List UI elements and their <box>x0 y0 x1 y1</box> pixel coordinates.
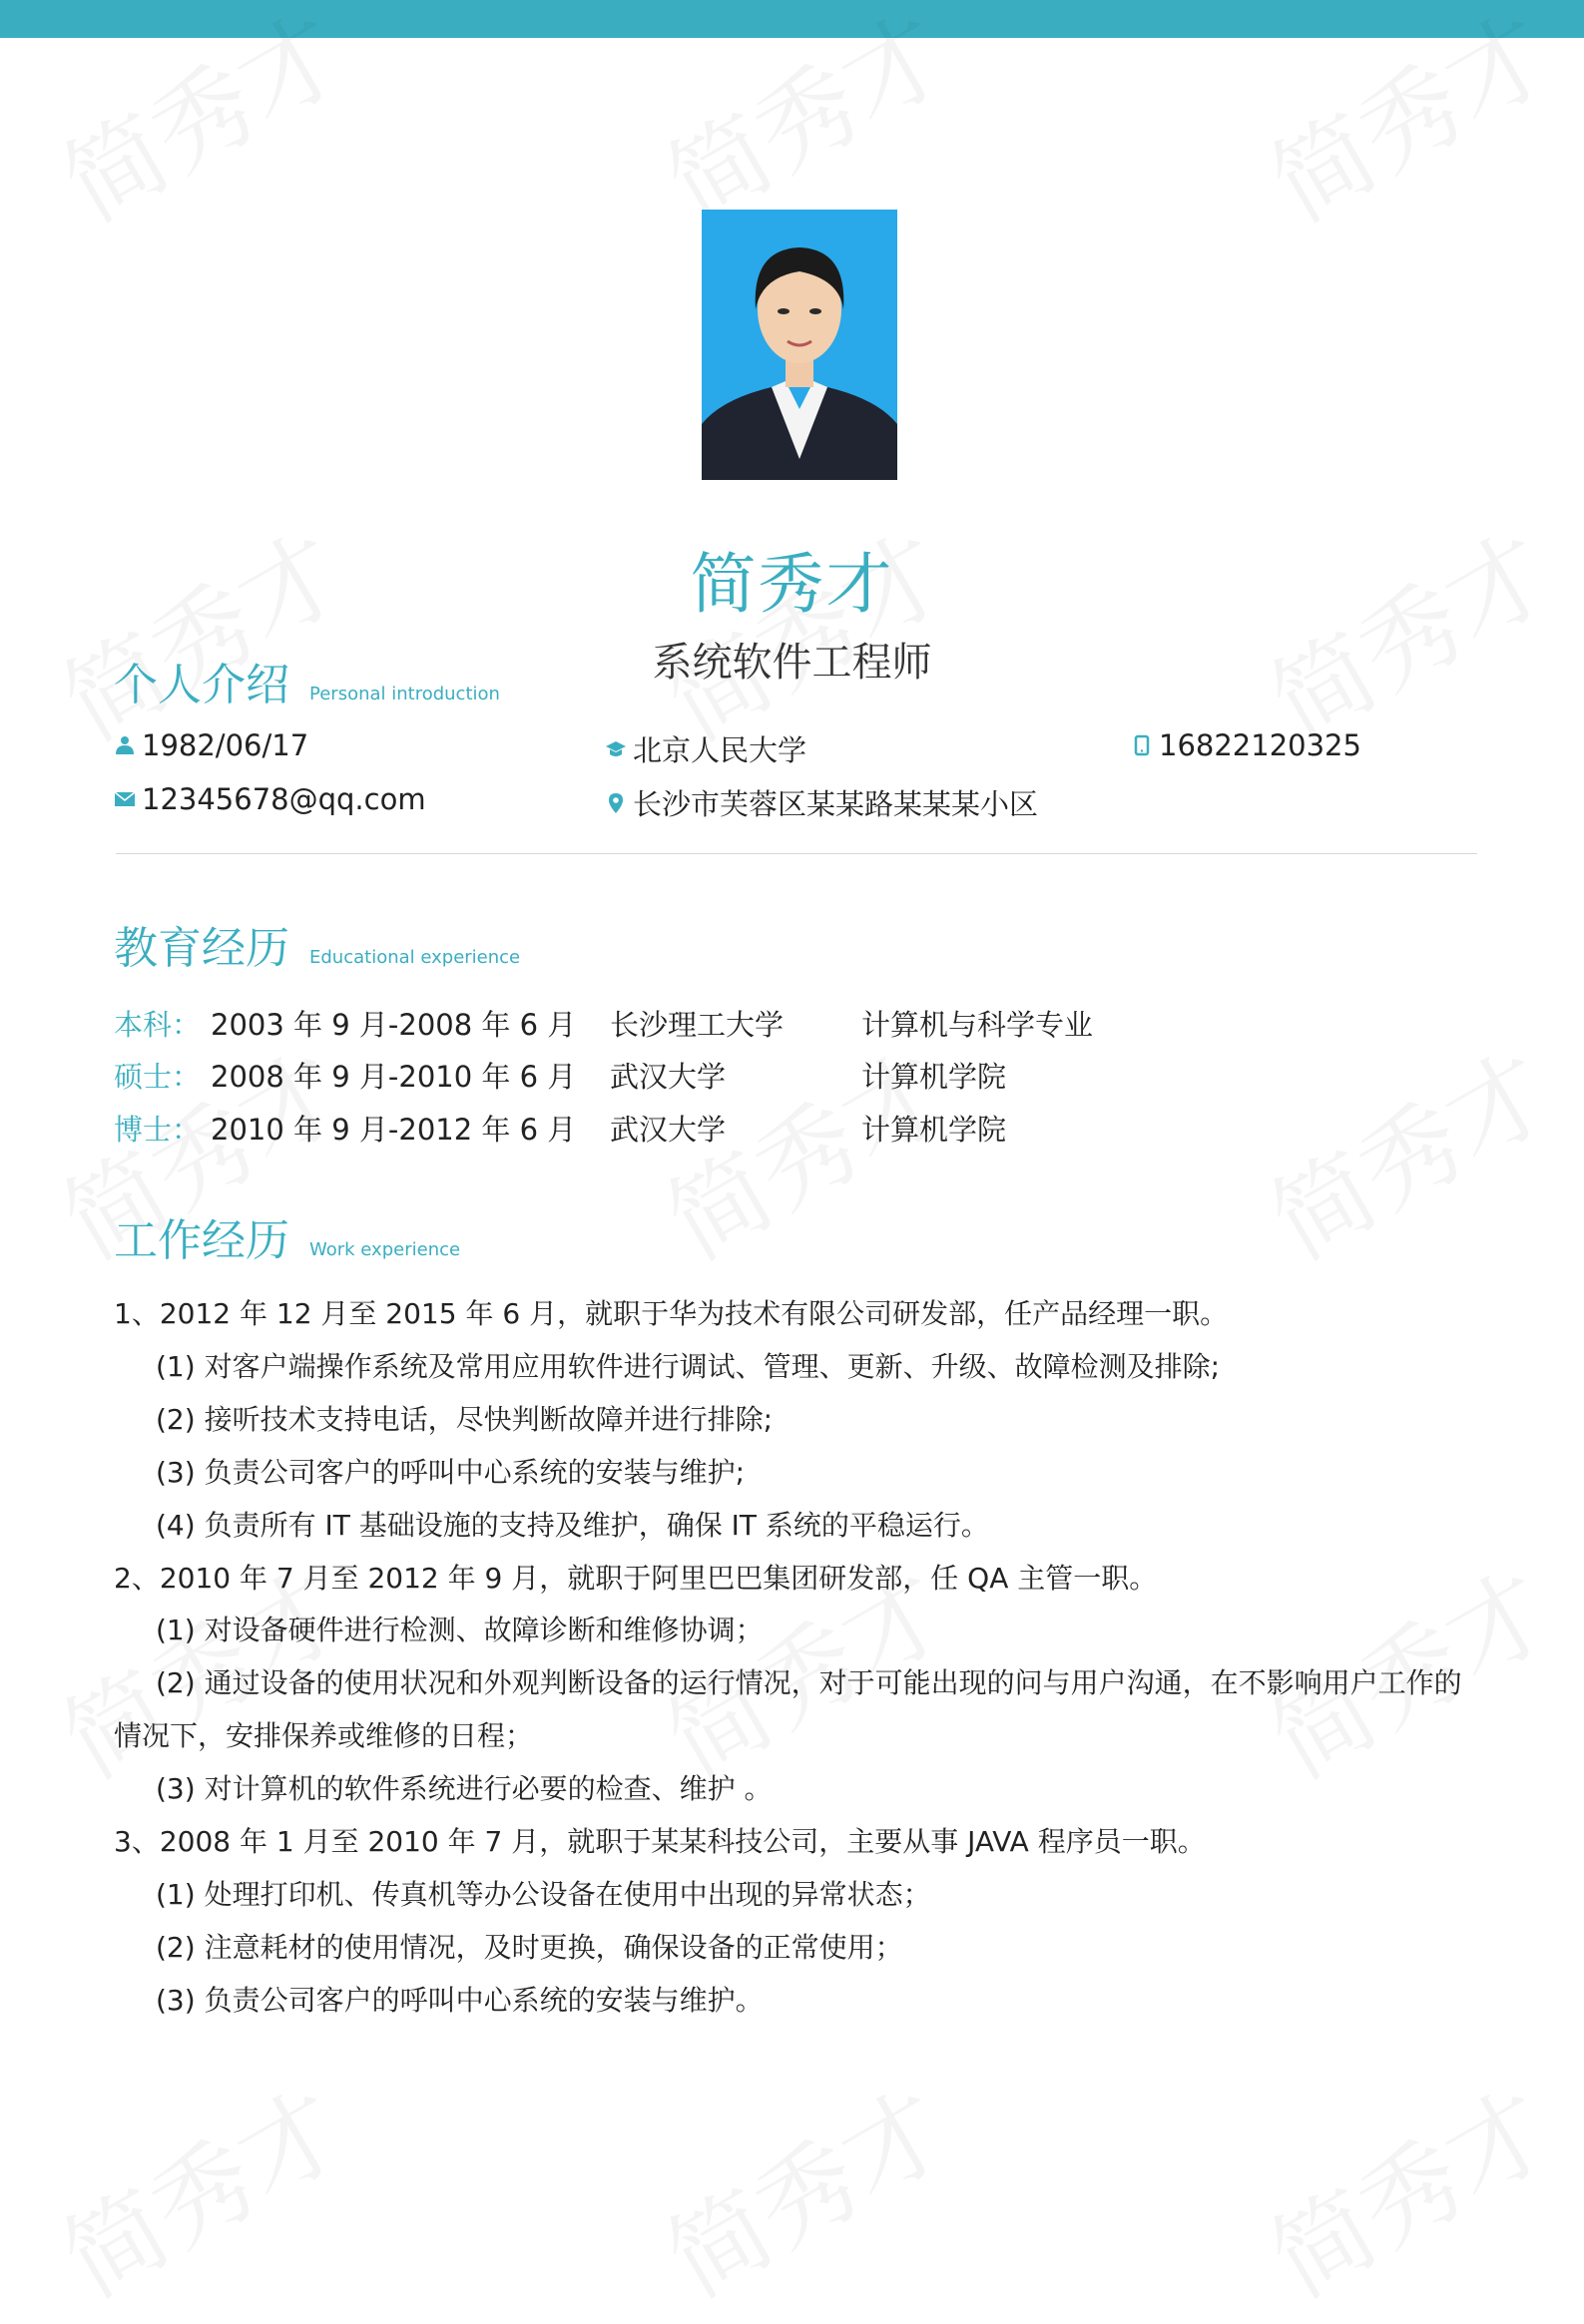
phone-info <box>1131 728 1361 762</box>
envelope-icon <box>114 788 136 810</box>
work-duty-item: (2) 接听技术支持电话，尽快判断故障并进行排除; <box>156 1403 773 1436</box>
section-title-cn: 教育经历 <box>114 923 289 974</box>
watermark <box>638 2051 969 2324</box>
address-info <box>605 782 1038 823</box>
candidate-name: 简秀才 <box>690 546 894 623</box>
school-value: 北京人民大学 <box>633 733 807 767</box>
school-info <box>605 728 806 769</box>
education-period: 2003 年 9 月-2008 年 6 月 <box>211 1008 577 1042</box>
user-icon <box>114 734 136 756</box>
section-title-en: Educational experience <box>309 947 521 968</box>
work-duty-item: (1) 处理打印机、传真机等办公设备在使用中出现的异常状态； <box>156 1878 931 1911</box>
location-pin-icon <box>605 792 627 814</box>
mobile-phone-icon <box>1131 734 1153 756</box>
work-duty-item: (1) 对客户端操作系统及常用应用软件进行调试、管理、更新、升级、故障检测及排除; <box>156 1350 1221 1383</box>
work-entry-heading: 3、2008 年 1 月至 2010 年 7 月，就职于某某科技公司，主要从事 JAVA 程序员一职。 <box>114 1825 1206 1858</box>
section-education-title <box>114 912 520 976</box>
watermark <box>638 1013 969 1287</box>
phone-value: 16822120325 <box>1159 728 1361 762</box>
section-divider <box>116 853 1477 854</box>
education-school: 武汉大学 <box>610 1113 727 1147</box>
work-duty-item: (2) 注意耗材的使用情况，及时更换，确保设备的正常使用； <box>156 1931 903 1964</box>
degree-label: 硕士： <box>114 1060 202 1094</box>
birthday-value: 1982/06/17 <box>142 728 309 762</box>
section-personal-title <box>114 649 500 712</box>
education-major: 计算机学院 <box>861 1060 1007 1094</box>
work-duty-item: (3) 负责公司客户的呼叫中心系统的安装与维护; <box>156 1456 745 1489</box>
email-value: 12345678@qq.com <box>142 782 426 816</box>
degree-label: 博士： <box>114 1113 202 1147</box>
watermark <box>1242 2051 1573 2324</box>
work-duty-item: (2) 通过设备的使用状况和外观判断设备的运行情况，对于可能出现的问与用户沟通，在不影响用户工作的 <box>156 1666 1462 1699</box>
job-title: 系统软件工程师 <box>652 640 932 686</box>
section-title-en: Work experience <box>309 1239 461 1260</box>
degree-label: 本科： <box>114 1008 202 1042</box>
education-major: 计算机学院 <box>861 1113 1007 1147</box>
watermark <box>1242 1013 1573 1287</box>
work-duty-item-continued: 情况下，安排保养或维修的日程； <box>114 1719 534 1752</box>
address-value: 长沙市芙蓉区某某路某某某小区 <box>633 787 1039 821</box>
education-period: 2008 年 9 月-2010 年 6 月 <box>211 1060 577 1094</box>
work-duty-item: (4) 负责所有 IT 基础设施的支持及维护，确保 IT 系统的平稳运行。 <box>156 1509 989 1542</box>
birthday-info <box>114 728 308 762</box>
profile-photo <box>702 210 897 480</box>
work-duty-item: (3) 对计算机的软件系统进行必要的检查、维护 。 <box>156 1772 773 1805</box>
section-work-title <box>114 1204 460 1268</box>
work-duty-item: (3) 负责公司客户的呼叫中心系统的安装与维护。 <box>156 1984 764 2017</box>
graduation-cap-icon <box>605 738 627 760</box>
education-school: 武汉大学 <box>610 1060 727 1094</box>
email-info <box>114 782 426 816</box>
work-entry-heading: 2、2010 年 7 月至 2012 年 9 月，就职于阿里巴巴集团研发部，任 QA 主管一职。 <box>114 1562 1158 1595</box>
section-title-cn: 工作经历 <box>114 1215 289 1266</box>
section-title-en: Personal introduction <box>309 684 500 704</box>
education-major: 计算机与科学专业 <box>861 1008 1094 1042</box>
watermark <box>34 2051 365 2324</box>
top-accent-bar <box>0 0 1584 38</box>
work-entry-heading: 1、2012 年 12 月至 2015 年 6 月，就职于华为技术有限公司研发部，任产品经理一职。 <box>114 1297 1229 1330</box>
work-duty-item: (1) 对设备硬件进行检测、故障诊断和维修协调； <box>156 1614 764 1646</box>
section-title-cn: 个人介绍 <box>114 660 289 710</box>
education-period: 2010 年 9 月-2012 年 6 月 <box>211 1113 577 1147</box>
education-school: 长沙理工大学 <box>610 1008 785 1042</box>
